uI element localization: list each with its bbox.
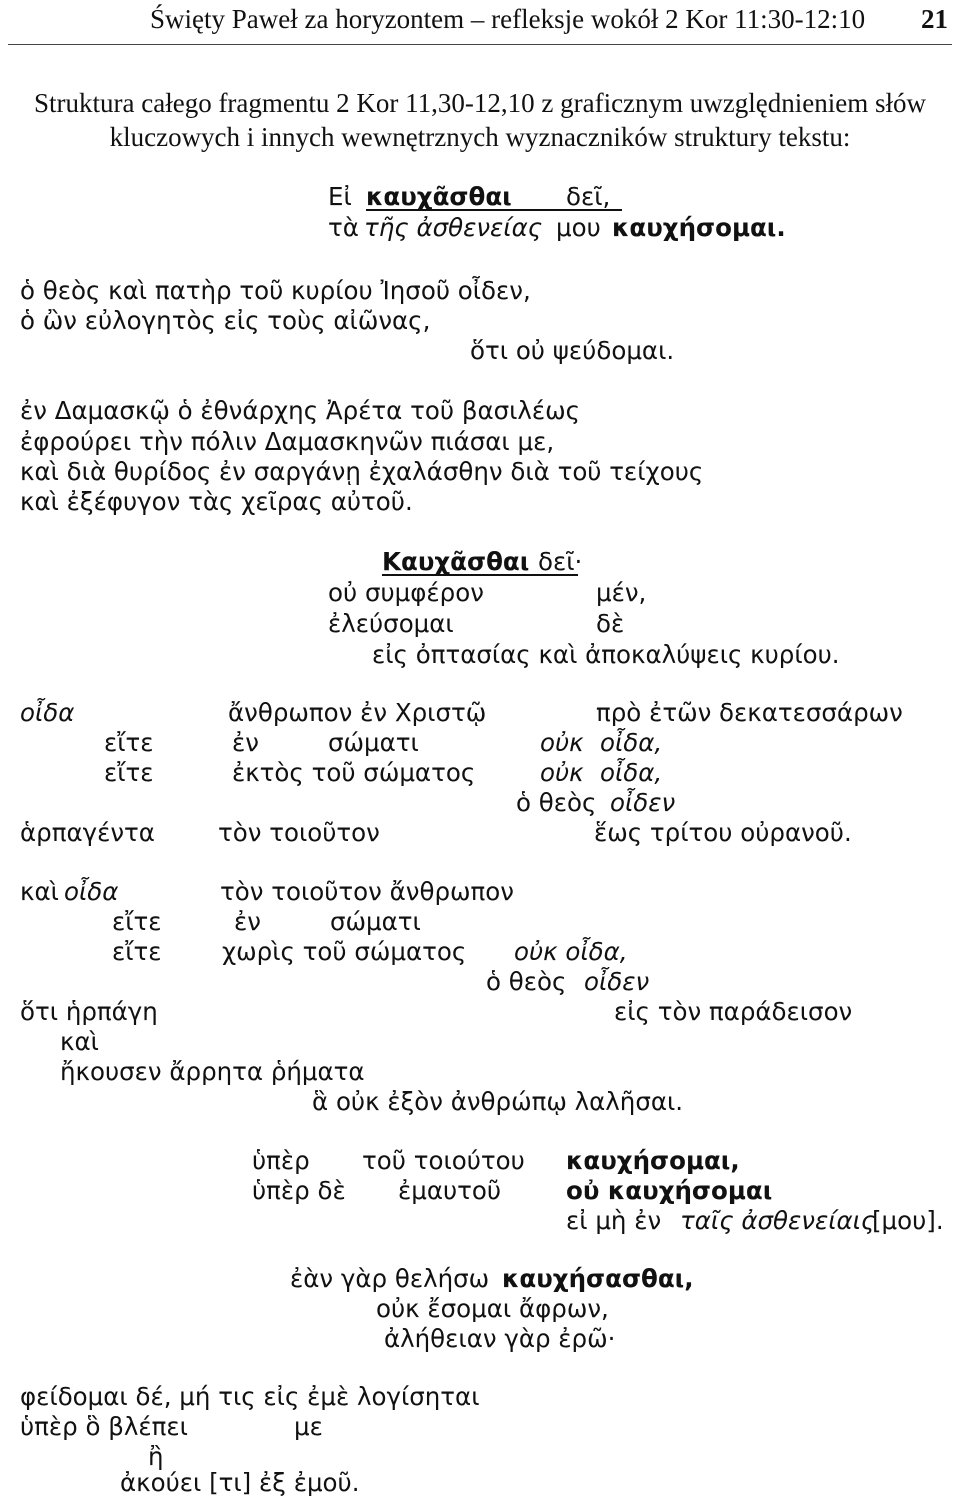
- greek-eite: εἴτε: [112, 937, 162, 966]
- greek-oida: οἶδα,: [600, 758, 663, 787]
- greek-ei: Εἰ: [328, 182, 352, 211]
- greek-word: σώματι: [328, 728, 419, 757]
- greek-word: ὑπὲρ ὃ βλέπει: [20, 1412, 188, 1441]
- greek-oida: οἶδα: [64, 877, 119, 906]
- intro-line-2: kluczowych i innych wewnętrznych wyznaczników struktury tekstu:: [109, 122, 851, 152]
- keyword-kauchasthai: Καυχᾶσθαι: [382, 547, 530, 576]
- greek-word: πρὸ ἐτῶν δεκατεσσάρων: [596, 698, 903, 727]
- greek-line: ὁ ὢν εὐλογητὸς εἰς τοὺς αἰῶνας,: [20, 306, 431, 335]
- greek-word: μέν,: [596, 578, 647, 607]
- intro-line-1: Struktura całego fragmentu 2 Kor 11,30-12,10 z graficznym uwzględnieniem słów: [34, 88, 926, 118]
- greek-word: ἐὰν γὰρ θελήσω: [290, 1264, 490, 1293]
- greek-word: ἐν: [234, 907, 261, 936]
- greek-word: χωρὶς τοῦ σώματος: [222, 937, 467, 966]
- greek-line: ἐφρούρει τὴν πόλιν Δαμασκηνῶν πιάσαι με,: [20, 427, 555, 456]
- keyword-kauchesomai: καυχήσομαι,: [566, 1146, 740, 1175]
- greek-line: εἰς ὀπτασίας καὶ ἀποκαλύψεις κυρίου.: [372, 640, 840, 669]
- greek-line: καὶ διὰ θυρίδος ἐν σαργάνῃ ἐχαλάσθην διὰ τοῦ τείχους: [20, 457, 704, 486]
- greek-word: ἤκουσεν ἄρρητα ῥήματα: [60, 1057, 365, 1086]
- greek-oiden: οἶδεν: [610, 788, 676, 817]
- greek-word: ὁ θεὸς: [486, 967, 567, 996]
- greek-dei: δεῖ·: [538, 547, 583, 576]
- running-header: Święty Paweł za horyzontem – refleksje wokół 2 Kor 11:30-12:10: [150, 4, 866, 34]
- greek-word: εἰς τὸν παράδεισον: [614, 997, 853, 1026]
- greek-word: τὸν τοιοῦτον: [218, 818, 380, 847]
- greek-word: τὸν τοιοῦτον ἄνθρωπον: [220, 877, 514, 906]
- greek-word: τοῦ τοιούτου: [362, 1146, 525, 1175]
- greek-word: [μου].: [872, 1206, 944, 1235]
- greek-word: ὑπὲρ: [252, 1146, 310, 1175]
- greek-line: ἐν Δαμασκῷ ὁ ἐθνάρχης Ἀρέτα τοῦ βασιλέως: [20, 396, 581, 425]
- greek-word: ἄνθρωπον ἐν Χριστῷ: [228, 698, 487, 727]
- greek-word: ἐν: [232, 728, 259, 757]
- greek-ta: τὰ: [328, 213, 359, 242]
- greek-oida: οἶδα: [20, 698, 75, 727]
- page-number: 21: [921, 4, 948, 34]
- keyword-ou-kauchesomai: οὐ καυχήσομαι: [566, 1176, 773, 1205]
- greek-ouk-oida: οὐκ οἶδα,: [514, 937, 628, 966]
- greek-word: καὶ: [20, 877, 59, 906]
- greek-word: δὲ: [596, 609, 625, 638]
- greek-line: καὶ ἐξέφυγον τὰς χεῖρας αὐτοῦ.: [20, 487, 413, 516]
- greek-word: σώματι: [330, 907, 421, 936]
- keyword-kauchesomai: καυχήσομαι.: [612, 213, 786, 242]
- greek-word: ἀκούει [τι] ἐξ ἐμοῦ.: [120, 1468, 360, 1497]
- greek-tes-astheneias: τῆς ἀσθενείας: [364, 213, 543, 242]
- greek-word: ἐμαυτοῦ: [398, 1176, 502, 1205]
- greek-word: ἕως τρίτου οὐρανοῦ.: [594, 818, 852, 847]
- greek-word: καὶ: [60, 1027, 99, 1056]
- greek-dei: δεῖ,: [566, 182, 611, 211]
- greek-mou: μου: [556, 213, 601, 242]
- greek-oida: οἶδα,: [600, 728, 663, 757]
- greek-word: ὑπὲρ δὲ: [252, 1176, 346, 1205]
- keyword-kauchasthai: καυχᾶσθαι: [366, 182, 512, 211]
- greek-word: ὁ θεὸς: [516, 788, 597, 817]
- keyword-underline: [382, 574, 578, 576]
- greek-word: ἐλεύσομαι: [328, 609, 454, 638]
- greek-word: ἢ: [148, 1442, 164, 1471]
- keyword-underline: [366, 209, 622, 211]
- greek-line: φείδομαι δέ, μή τις εἰς ἐμὲ λογίσηται: [20, 1382, 480, 1411]
- greek-line: ἀλήθειαν γὰρ ἐρῶ·: [384, 1324, 616, 1353]
- greek-word: ἐκτὸς τοῦ σώματος: [232, 758, 476, 787]
- header-divider: [8, 44, 952, 45]
- greek-line: ὁ θεὸς καὶ πατὴρ τοῦ κυρίου Ἰησοῦ οἶδεν,: [20, 276, 531, 305]
- greek-word: ἃ οὐκ ἐξὸν ἀνθρώπῳ λαλῆσαι.: [312, 1087, 684, 1116]
- greek-word: οὐ συμφέρον: [328, 578, 484, 607]
- greek-line: οὐκ ἔσομαι ἄφρων,: [376, 1294, 609, 1323]
- greek-word: ὅτι ἡρπάγη: [20, 997, 158, 1026]
- greek-eite: εἴτε: [104, 728, 154, 757]
- keyword-kauchesasthai: καυχήσασθαι,: [502, 1264, 694, 1293]
- greek-word: με: [294, 1412, 323, 1441]
- greek-word: εἰ μὴ ἐν: [566, 1206, 662, 1235]
- greek-eite: εἴτε: [104, 758, 154, 787]
- greek-ouk: οὐκ: [540, 728, 584, 757]
- greek-eite: εἴτε: [112, 907, 162, 936]
- greek-ouk: οὐκ: [540, 758, 584, 787]
- greek-line: ὅτι οὐ ψεύδομαι.: [470, 336, 675, 365]
- greek-oiden: οἶδεν: [584, 967, 650, 996]
- greek-tais-astheneiais: ταῖς ἀσθενείαις: [680, 1206, 876, 1235]
- greek-word: ἁρπαγέντα: [20, 818, 155, 847]
